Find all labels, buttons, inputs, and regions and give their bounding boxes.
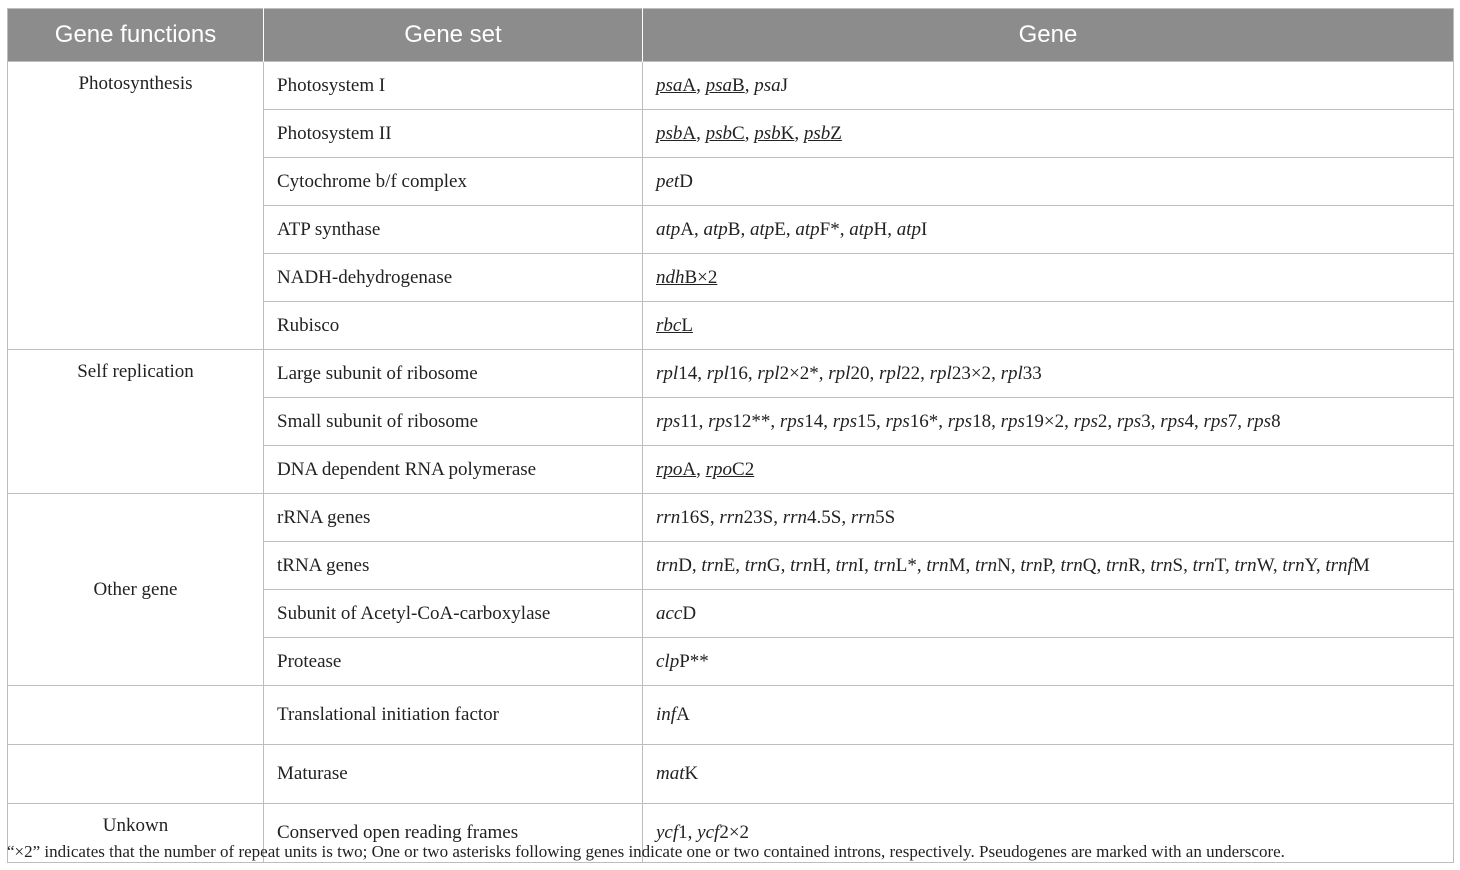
gene-name [701,555,735,576]
gene-prefix: trnf [1325,554,1353,576]
gene-name [804,123,842,144]
gene-prefix: rpl [656,362,679,384]
gene-suffix: K [684,763,699,784]
gene-list-cell [643,254,1454,302]
gene-suffix: 11 [680,410,699,432]
gene-suffix: F* [819,218,840,240]
header-row [8,9,1454,62]
gene-name [656,459,696,480]
gene-set-cell: Translational initiation factor [264,686,643,745]
gene-name [1247,411,1281,432]
gene-name [1117,411,1151,432]
gene-prefix: trn [1234,554,1257,576]
gene-name [1020,555,1051,576]
gene-name [1150,555,1183,576]
gene-suffix: M [1352,554,1370,576]
gene-prefix: ycf [697,822,720,843]
gene-prefix: trn [744,554,767,576]
gene-name [750,219,786,240]
gene-name [656,267,717,288]
gene-name [656,603,696,624]
gene-name [719,507,773,528]
gene-prefix: rps [1000,410,1025,432]
header-gene: Gene [643,9,1454,62]
gene-name [656,822,688,843]
gene-prefix: trn [1105,554,1129,576]
gene-prefix: psb [754,122,781,144]
gene-name [926,555,965,576]
gene-name [706,75,745,96]
gene-prefix: rps [779,410,805,432]
gene-set-cell: Conserved open reading frames [264,804,643,863]
gene-name [704,219,741,240]
gene-prefix: rps [1116,410,1142,432]
gene-set-cell: DNA dependent RNA polymerase [264,446,643,494]
gene-name [754,123,794,144]
gene-name [1325,555,1369,576]
gene-suffix: R [1128,554,1141,576]
gene-suffix: M [948,554,966,576]
gene-table [7,8,1454,863]
gene-set-cell: Maturase [264,745,643,804]
gene-function-cell: Self replication [8,350,264,494]
gene-prefix: rrn [782,506,808,528]
gene-name [780,411,823,432]
gene-list-cell [643,590,1454,638]
gene-suffix: H [873,218,888,240]
gene-suffix: 33 [1022,362,1042,384]
gene-suffix: P** [679,650,709,672]
gene-suffix: 7 [1227,410,1238,432]
gene-name [783,507,842,528]
gene-prefix: trn [1060,554,1083,576]
gene-name [828,363,869,384]
gene-suffix: A [682,458,697,480]
gene-list-cell [643,158,1454,206]
gene-set-cell: Photosystem I [264,62,643,110]
gene-list-cell: rpl14, rpl16, rpl2×2*, rpl20, rpl22, rpl23×2, rpl33 [643,350,1454,398]
gene-name [656,219,694,240]
gene-prefix: atp [849,218,874,240]
gene-prefix: rbc [656,314,682,336]
gene-name [656,411,699,432]
gene-name [836,555,865,576]
gene-prefix: trn [1020,554,1043,576]
gene-suffix: 23×2 [951,362,992,384]
gene-name [1001,411,1065,432]
gene-suffix: 23S [743,506,774,528]
gene-name [975,555,1011,576]
gene-suffix: L [681,314,693,336]
gene-name [656,75,696,96]
gene-suffix: J [780,74,789,96]
gene-suffix: 14 [678,362,698,384]
gene-suffix: D [678,554,692,576]
gene-prefix: atp [703,218,728,240]
gene-prefix: rpl [828,362,851,384]
gene-name [1193,555,1225,576]
gene-name [885,411,938,432]
gene-prefix: rps [708,410,733,432]
gene-suffix: C [732,122,745,144]
gene-suffix: 2 [1097,410,1108,432]
gene-list-cell [643,686,1454,745]
gene-name [930,363,991,384]
gene-prefix: mat [656,763,685,784]
gene-suffix: E [774,218,786,240]
gene-name [706,123,745,144]
gene-suffix: G [766,554,781,576]
gene-set-cell: Protease [264,638,643,686]
gene-prefix: trn [873,554,896,576]
gene-prefix: rps [656,410,681,432]
gene-list-cell: psbA, psbC, psbK, psbZ [643,110,1454,158]
table-body [8,62,1454,863]
gene-prefix: trn [790,554,813,576]
gene-name [1160,411,1194,432]
gene-name [656,651,709,672]
gene-suffix: 2×2* [779,362,819,384]
gene-prefix: atp [749,218,775,240]
gene-suffix: L* [895,554,917,576]
gene-prefix: clp [656,650,680,672]
gene-prefix: psb [656,122,683,144]
gene-prefix: rps [1073,410,1098,432]
gene-prefix: psb [803,122,831,144]
gene-suffix: Z [830,122,842,144]
gene-name [874,555,917,576]
gene-name [754,75,788,96]
gene-suffix: C2 [732,458,755,480]
gene-name [1235,555,1273,576]
gene-name [656,123,696,144]
gene-suffix: 16* [909,410,939,432]
gene-suffix: 16 [728,362,748,384]
gene-name [1074,411,1108,432]
gene-name [1282,555,1315,576]
gene-suffix: B [727,218,741,240]
gene-suffix: S [1172,554,1184,576]
gene-list-cell: atpA, atpB, atpE, atpF*, atpH, atpI [643,206,1454,254]
gene-prefix: psa [754,74,781,96]
gene-suffix: Y [1304,554,1316,576]
gene-name [757,363,818,384]
gene-prefix: rpl [706,362,729,384]
gene-suffix: W [1256,554,1273,576]
gene-name [833,411,876,432]
gene-function-cell: Unkown [8,804,264,863]
gene-prefix: ycf [656,822,679,843]
gene-suffix: E [723,554,736,576]
gene-name [1001,363,1042,384]
gene-suffix: 19×2 [1024,410,1065,432]
gene-prefix: rrn [656,506,681,528]
gene-function-cell: Photosynthesis [8,62,264,350]
gene-name [849,219,887,240]
gene-suffix: 16S [680,506,710,528]
gene-suffix: I [921,218,928,240]
gene-name [1203,411,1237,432]
gene-prefix: rrn [719,506,744,528]
gene-function-cell [8,745,264,804]
gene-name [656,763,698,784]
gene-prefix: rrn [850,506,876,528]
gene-prefix: rpl [757,362,780,384]
gene-set-cell: Subunit of Acetyl-CoA-carboxylase [264,590,643,638]
gene-suffix: 12** [732,410,771,432]
gene-suffix: B×2 [684,266,718,288]
table-row [8,350,1454,398]
gene-name [851,507,895,528]
gene-suffix: D [682,602,697,624]
gene-list-cell [643,302,1454,350]
gene-prefix: trn [656,554,679,576]
gene-suffix: 1 [678,822,688,843]
gene-prefix: trn [1282,554,1305,576]
gene-prefix: acc [656,602,683,624]
gene-prefix: rpo [705,458,733,480]
gene-name [1061,555,1097,576]
table-row [8,686,1454,745]
gene-prefix: rpl [878,362,902,384]
gene-prefix: trn [835,554,858,576]
gene-name [656,555,692,576]
gene-name [707,363,748,384]
gene-suffix: 8 [1271,410,1281,432]
gene-name [656,315,693,336]
gene-prefix: rpl [1000,362,1023,384]
gene-suffix: N [997,554,1011,576]
footnote: “×2” indicates that the number of repeat units is two; One or two asterisks following genes indicate one or two contained introns, respectively. Pseudogenes are marked with an underscore. [7,842,1285,861]
gene-suffix: I [857,554,865,576]
gene-prefix: psb [705,122,733,144]
gene-prefix: atp [795,218,820,240]
gene-prefix: trn [1150,554,1173,576]
table-row [8,745,1454,804]
gene-prefix: atp [656,218,681,240]
gene-suffix: Q [1082,554,1097,576]
gene-set-cell: Cytochrome b/f complex [264,158,643,206]
gene-prefix: pet [656,170,680,192]
gene-prefix: rps [832,410,857,432]
gene-name [697,822,749,843]
gene-prefix: ndh [656,266,685,288]
gene-name [745,555,781,576]
gene-suffix: 15 [856,410,876,432]
gene-prefix: trn [974,554,998,576]
gene-suffix: K [780,122,795,144]
gene-suffix: 20 [850,362,870,384]
gene-suffix: 3 [1141,410,1151,432]
gene-list-cell: ycf1, ycf2×2 [643,804,1454,863]
table-row [8,494,1454,542]
gene-name [706,459,755,480]
gene-name [708,411,770,432]
gene-suffix: A [682,74,697,96]
gene-set-cell: NADH-dehydrogenase [264,254,643,302]
gene-suffix: 18 [972,410,992,432]
gene-prefix: psa [705,74,733,96]
gene-set-cell: Small subunit of ribosome [264,398,643,446]
gene-prefix: atp [896,218,922,240]
gene-name [656,704,690,725]
gene-function-cell [8,686,264,745]
gene-set-cell: ATP synthase [264,206,643,254]
gene-suffix: 2×2 [719,822,750,843]
gene-set-cell: tRNA genes [264,542,643,590]
gene-prefix: trn [1192,554,1215,576]
gene-prefix: rps [1246,410,1272,432]
gene-prefix: trn [926,554,949,576]
gene-suffix: D [679,170,693,192]
gene-set-cell: Large subunit of ribosome [264,350,643,398]
gene-table-container [7,8,1453,863]
gene-suffix: 4 [1184,410,1194,432]
gene-name [790,555,826,576]
gene-suffix: T [1214,554,1225,576]
gene-set-cell: rRNA genes [264,494,643,542]
gene-suffix: A [682,122,697,144]
gene-prefix: rpo [656,458,683,480]
gene-prefix: rps [885,410,910,432]
gene-name [656,363,697,384]
gene-suffix: H [812,554,827,576]
gene-name [1106,555,1141,576]
gene-suffix: 4.5S [807,506,842,528]
gene-name [656,507,710,528]
gene-suffix: A [680,218,695,240]
gene-prefix: rps [1203,410,1228,432]
gene-prefix: rps [1160,410,1185,432]
gene-list-cell: rrn16S, rrn23S, rrn4.5S, rrn5S [643,494,1454,542]
gene-set-cell: Rubisco [264,302,643,350]
gene-list-cell: psaA, psaB, psaJ [643,62,1454,110]
table-row [8,62,1454,110]
gene-name [948,411,991,432]
gene-list-cell [643,745,1454,804]
gene-list-cell: rps11, rps12**, rps14, rps15, rps16*, rps18, rps19×2, rps2, rps3, rps4, rps7, rps8 [643,398,1454,446]
header-gene-set: Gene set [264,9,643,62]
gene-suffix: B [732,74,745,96]
gene-prefix: rpl [929,362,952,384]
gene-suffix: A [676,704,690,725]
gene-list-cell: rpoA, rpoC2 [643,446,1454,494]
gene-list-cell [643,638,1454,686]
gene-prefix: rps [947,410,973,432]
gene-function-cell: Other gene [8,494,264,686]
gene-name [795,219,839,240]
header-gene-functions: Gene functions [8,9,264,62]
gene-suffix: 5S [875,506,896,528]
gene-name [897,219,928,240]
gene-name [879,363,920,384]
gene-name [656,171,693,192]
gene-set-cell: Photosystem II [264,110,643,158]
gene-prefix: trn [701,554,724,576]
gene-suffix: P [1042,554,1052,576]
gene-prefix: psa [656,74,683,96]
gene-list-cell: trnD, trnE, trnG, trnH, trnI, trnL*, trnM, trnN, trnP, trnQ, trnR, trnS, trnT, trnW, trnY, trnfM [643,542,1454,590]
gene-prefix: inf [656,704,677,725]
gene-suffix: 14 [804,410,824,432]
gene-suffix: 22 [901,362,921,384]
